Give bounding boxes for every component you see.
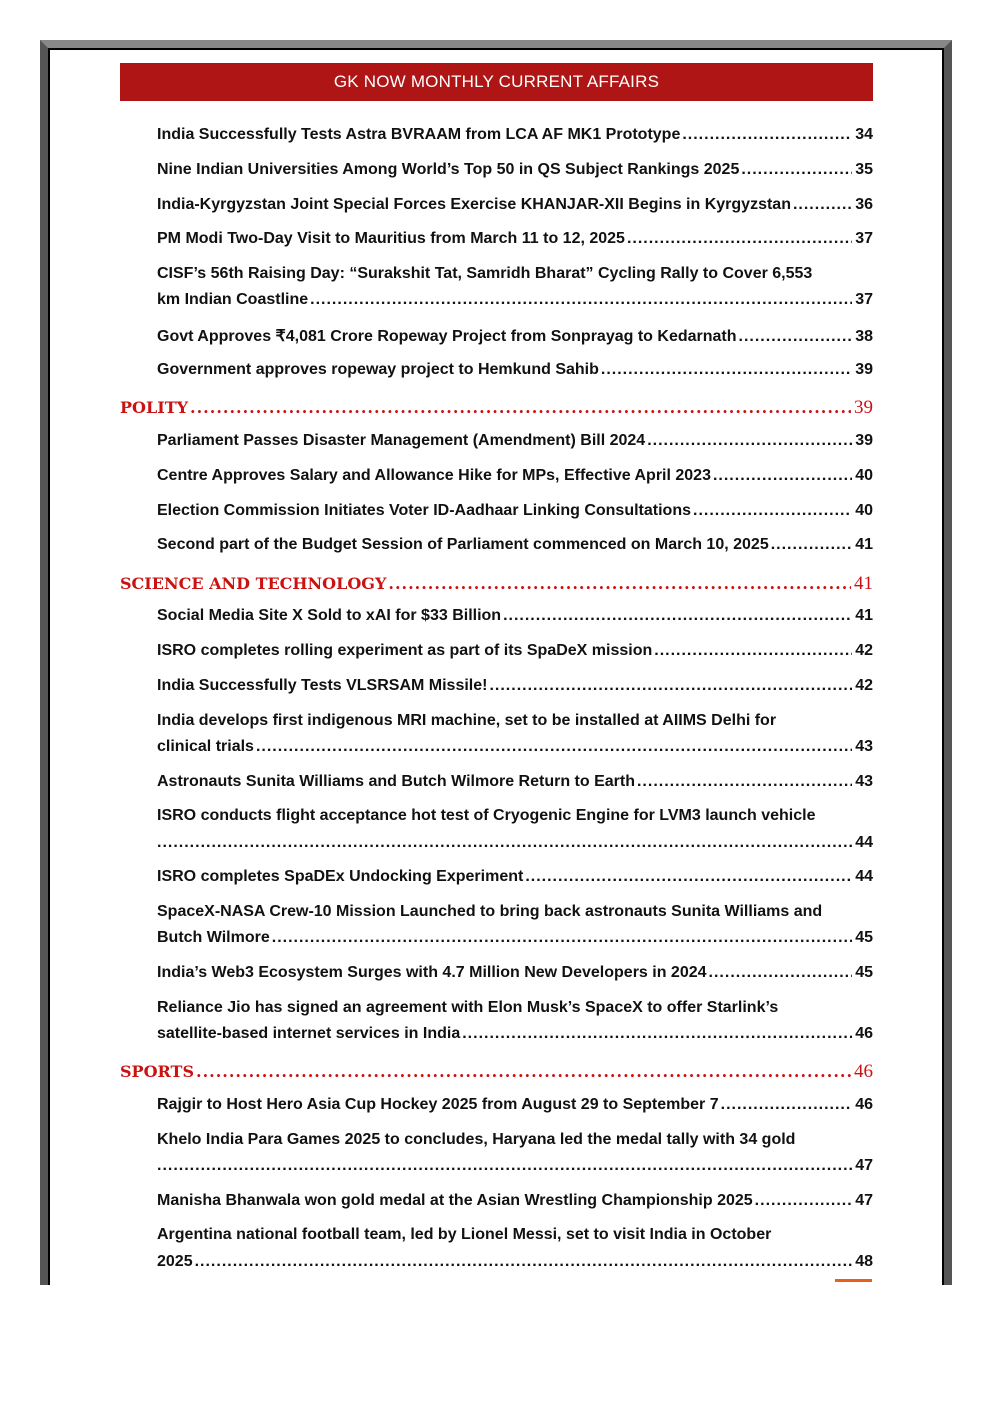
toc-entry-line1[interactable]: ISRO conducts flight acceptance hot test of Cryogenic Engine for LVM3 launch vehicle [157, 807, 816, 824]
page-bottom-accent [835, 1279, 872, 1282]
toc-entry[interactable]: Government approves ropeway project to Hemkund Sahib ..... 39 [157, 361, 873, 379]
toc-entry[interactable]: Social Media Site X Sold to xAI for $33 Billion ..... 41 [157, 607, 873, 625]
toc-entry[interactable]: Astronauts Sunita Williams and Butch Wilmore Return to Earth ..... 43 [157, 773, 873, 791]
toc-entry[interactable]: India’s Web3 Ecosystem Surges with 4.7 Million New Developers in 2024 ..... 45 [157, 964, 873, 982]
toc-entry[interactable]: Govt Approves ₹4,081 Crore Ropeway Project from Sonprayag to Kedarnath ..... 38 [157, 326, 873, 346]
toc-entry[interactable]: 2025 ..... 48 [157, 1253, 873, 1271]
toc-entry[interactable]: Rajgir to Host Hero Asia Cup Hockey 2025 from August 29 to September 7 ..... 46 [157, 1096, 873, 1114]
toc-entry[interactable]: Centre Approves Salary and Allowance Hike for MPs, Effective April 2023 ..... 40 [157, 467, 873, 485]
toc-entry[interactable]: ISRO completes rolling experiment as part of its SpaDeX mission ..... 42 [157, 642, 873, 660]
toc-entry-line1[interactable]: SpaceX-NASA Crew-10 Mission Launched to bring back astronauts Sunita Williams and [157, 903, 823, 920]
toc-entry[interactable]: PM Modi Two-Day Visit to Mauritius from March 11 to 12, 2025 ..... 37 [157, 230, 873, 248]
toc-entry-line1[interactable]: Reliance Jio has signed an agreement with Elon Musk’s SpaceX to offer Starlink’s [157, 999, 779, 1016]
toc-entry-line1[interactable]: CISF’s 56th Raising Day: “Surakshit Tat, Samridh Bharat” Cycling Rally to Cover 6,553 [157, 265, 813, 282]
toc-entry[interactable]: India Successfully Tests Astra BVRAAM from LCA AF MK1 Prototype ..... 34 [157, 126, 873, 144]
toc-entry[interactable]: Election Commission Initiates Voter ID-Aadhaar Linking Consultations ..... 40 [157, 502, 873, 520]
toc-entry[interactable]: clinical trials ..... 43 [157, 738, 873, 756]
toc-section-polity[interactable]: POLITY ..... 39 [120, 397, 873, 419]
page-header-banner [120, 63, 873, 101]
toc-entry[interactable]: ISRO completes SpaDEx Undocking Experiment ..... 44 [157, 868, 873, 886]
toc-entry[interactable]: Butch Wilmore ..... 45 [157, 929, 873, 947]
toc-entry[interactable]: km Indian Coastline ..... 37 [157, 291, 873, 309]
toc-entry-line1[interactable]: India develops first indigenous MRI machine, set to be installed at AIIMS Delhi for [157, 712, 777, 729]
toc-entry[interactable]: Manisha Bhanwala won gold medal at the Asian Wrestling Championship 2025 ..... 47 [157, 1192, 873, 1210]
toc-entry[interactable]: India Successfully Tests VLSRSAM Missile! ..... 42 [157, 677, 873, 695]
toc-entry[interactable]: ..... 44 [157, 834, 873, 852]
header-title: GK NOW MONTHLY CURRENT AFFAIRS [333, 72, 660, 91]
toc-section-sports[interactable]: SPORTS ..... 46 [120, 1061, 873, 1083]
toc-section-science-technology[interactable]: SCIENCE AND TECHNOLOGY ..... 41 [120, 573, 873, 595]
toc-entry[interactable]: Second part of the Budget Session of Parliament commenced on March 10, 2025 ..... 41 [157, 536, 873, 554]
toc-entry-line1[interactable]: Argentina national football team, led by Lionel Messi, set to visit India in October [157, 1226, 772, 1243]
toc-entry[interactable]: Parliament Passes Disaster Management (Amendment) Bill 2024 ..... 39 [157, 432, 873, 450]
toc-entry[interactable]: satellite-based internet services in India ..... 46 [157, 1025, 873, 1043]
toc-entry[interactable]: India-Kyrgyzstan Joint Special Forces Exercise KHANJAR-XII Begins in Kyrgyzstan ..... 36 [157, 196, 873, 214]
toc-entry-line1[interactable]: Khelo India Para Games 2025 to concludes, Haryana led the medal tally with 34 gold [157, 1131, 796, 1148]
toc-entry[interactable]: Nine Indian Universities Among World’s Top 50 in QS Subject Rankings 2025 ..... 35 [157, 161, 873, 179]
toc-entry[interactable]: ..... 47 [157, 1157, 873, 1175]
